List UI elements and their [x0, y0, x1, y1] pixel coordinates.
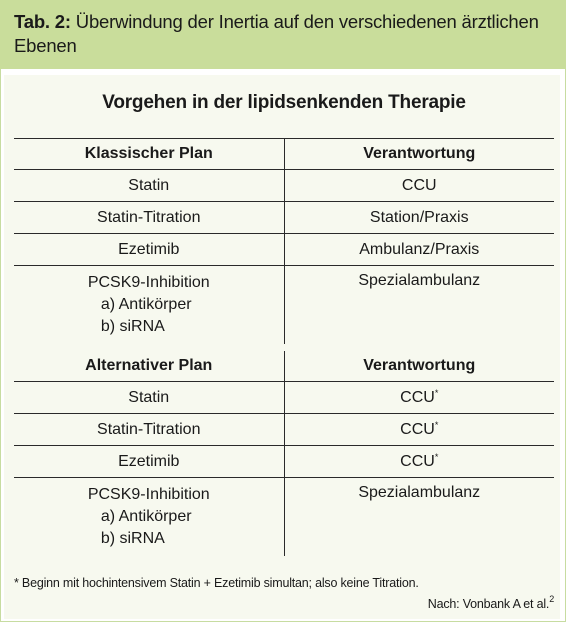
- column-header-plan: Klassischer Plan: [14, 139, 284, 170]
- responsibility-cell: [284, 414, 554, 446]
- table-row: [14, 446, 554, 478]
- table-row: [14, 414, 554, 446]
- table-row: [14, 266, 554, 345]
- responsibility-cell: Ambulanz/Praxis: [284, 234, 554, 266]
- source-citation: [428, 594, 554, 611]
- responsibility-cell: CCU: [284, 170, 554, 202]
- plan-line: a) Antikörper: [100, 296, 192, 313]
- plan-line: b) siRNA: [100, 318, 165, 335]
- footnote-mark: *: [434, 452, 439, 462]
- caption-text: Überwindung der Inertia auf den verschiedenen ärztlichen Ebenen: [14, 11, 539, 56]
- plan-cell: Ezetimib: [14, 446, 284, 478]
- multiline-plan: [88, 272, 210, 338]
- table-row: [14, 170, 554, 202]
- plan-line: b) siRNA: [100, 530, 165, 547]
- responsibility-cell: Spezialambulanz: [358, 272, 481, 289]
- plan-cell: Statin-Titration: [14, 414, 284, 446]
- plan-cell: Statin: [14, 382, 284, 414]
- classic-plan-table: [14, 138, 554, 344]
- responsibility-cell: Station/Praxis: [284, 202, 554, 234]
- responsibility-text: CCU: [400, 389, 435, 406]
- multiline-plan: [88, 484, 210, 550]
- plan-line: PCSK9-Inhibition: [87, 486, 210, 503]
- plan-line: a) Antikörper: [100, 508, 192, 525]
- responsibility-text: CCU: [400, 453, 435, 470]
- table-caption: [0, 0, 566, 69]
- footnote-mark: *: [434, 388, 439, 398]
- table-row: [14, 202, 554, 234]
- plan-line: PCSK9-Inhibition: [87, 274, 210, 291]
- page-title: Vorgehen in der lipidsenkenden Therapie: [102, 92, 466, 113]
- responsibility-cell: [284, 382, 554, 414]
- responsibility-cell: [284, 446, 554, 478]
- table-row: [14, 478, 554, 557]
- plan-cell: Ezetimib: [14, 234, 284, 266]
- plan-cell: Statin: [14, 170, 284, 202]
- table-header-row: [14, 139, 554, 170]
- plan-cell: [14, 266, 284, 345]
- responsibility-cell: Spezialambulanz: [358, 484, 481, 501]
- column-header-responsibility: Verantwortung: [284, 139, 554, 170]
- plan-cell: [14, 478, 284, 557]
- caption-label: Tab. 2:: [14, 11, 71, 32]
- column-header-responsibility: Verantwortung: [284, 351, 554, 382]
- alternative-plan-table: [14, 351, 554, 556]
- table-row: [14, 234, 554, 266]
- source-text: Nach: Vonbank A et al.: [427, 597, 550, 611]
- table-row: [14, 382, 554, 414]
- footnote: * Beginn mit hochintensivem Statin + Ezetimib simultan; also keine Titration.: [14, 576, 419, 590]
- plan-cell: Statin-Titration: [14, 202, 284, 234]
- source-ref: 2: [549, 594, 554, 604]
- responsibility-text: CCU: [400, 421, 435, 438]
- column-header-plan: Alternativer Plan: [14, 351, 284, 382]
- table-header-row: [14, 351, 554, 382]
- footnote-mark: *: [434, 420, 439, 430]
